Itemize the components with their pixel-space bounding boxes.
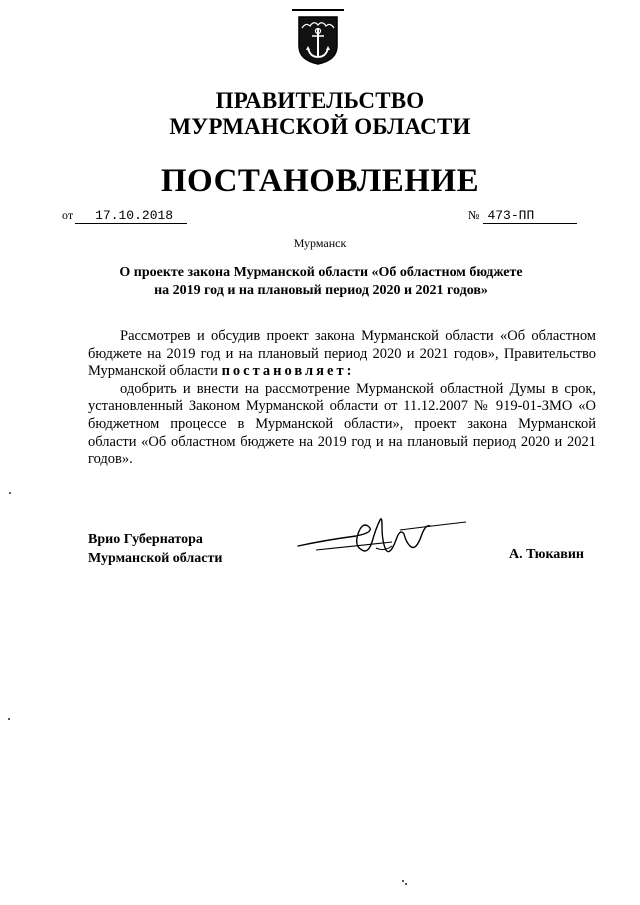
subject-line2: на 2019 год и на плановый период 2020 и 2021 годов» (154, 283, 488, 298)
number-field (468, 208, 577, 224)
signatory-position-line1: Врио Губернатора (88, 532, 203, 547)
scan-speck (9, 492, 11, 494)
scan-speck (405, 883, 407, 885)
document-subject (90, 264, 552, 300)
document-body (88, 328, 596, 469)
subject-line1: О проекте закона Мурманской области «Об областном бюджете (119, 265, 523, 280)
signature-icon (296, 512, 471, 562)
number-prefix: № (468, 208, 480, 222)
date-field (62, 208, 187, 224)
top-edge-line (292, 9, 344, 11)
scan-speck (8, 718, 10, 720)
signatory-position (88, 530, 222, 568)
decree-word: постановляет: (221, 363, 355, 380)
body-paragraph-1-text: Рассмотрев и обсудив проект закона Мурманской области «Об областном бюджете на 2019 год и на плановый период 2020 и 2021 годов», Правительство Мурманской области (88, 328, 596, 380)
government-title (0, 88, 640, 140)
date-value: 17.10.2018 (75, 208, 187, 224)
number-value: 473-ПП (483, 208, 577, 224)
scan-speck (402, 880, 404, 882)
government-title-line1: ПРАВИТЕЛЬСТВО (215, 88, 425, 113)
government-title-line2: МУРМАНСКОЙ ОБЛАСТИ (169, 114, 471, 139)
body-paragraph-1 (88, 328, 596, 381)
coat-of-arms-icon (296, 14, 340, 66)
body-paragraph-2: одобрить и внести на рассмотрение Мурманской областной Думы в срок, установленный Законом Мурманской области от 11.12.2007 № 919-01-ЗМО «О бюджетном процессе в Мурманской области», проект закона Мурманской области «Об областном бюджете на 2019 год и на плановый период 2020 и 2021 годов». (88, 380, 596, 468)
city-name: Мурманск (293, 236, 347, 250)
signatory-position-line2: Мурманской области (88, 551, 223, 566)
document-type: ПОСТАНОВЛЕНИЕ (160, 163, 480, 199)
date-prefix: от (62, 208, 74, 222)
signatory-name: А. Тюкавин (509, 547, 584, 562)
